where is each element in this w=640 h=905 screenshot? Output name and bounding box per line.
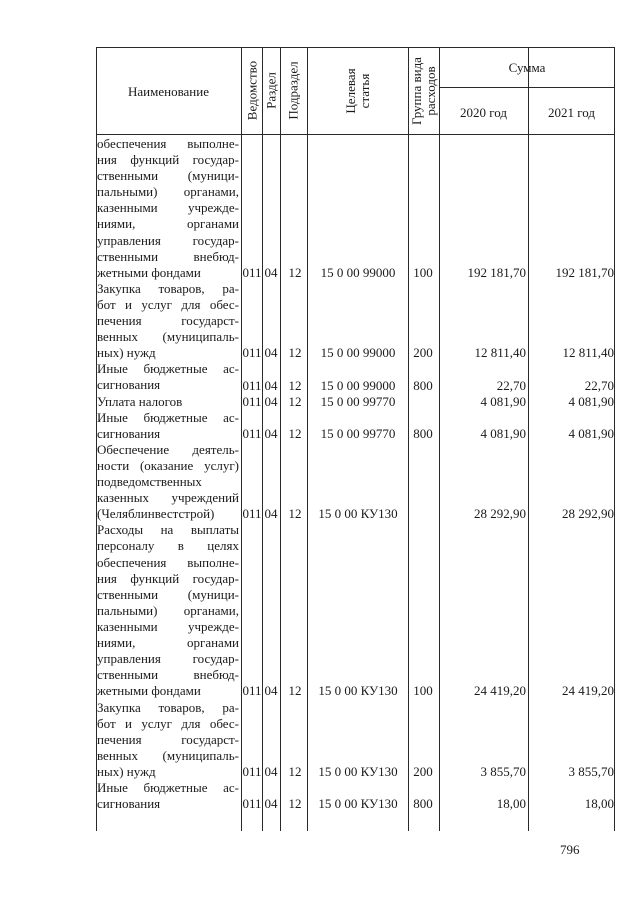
table-row <box>96 394 615 410</box>
table-row <box>96 780 615 812</box>
header-summa: Сумма <box>508 60 546 75</box>
cell-celevaya: 15 0 00 КУ130 <box>318 764 398 779</box>
name-line: Уплата налогов <box>97 393 183 409</box>
cell-name <box>97 410 239 442</box>
header-celevaya: Целевая статья <box>343 68 372 114</box>
name-line: бот и услуг для обес- <box>97 296 239 312</box>
cell-vedomstvo: 011 <box>242 506 262 522</box>
header-vedomstvo: Ведомство <box>244 60 260 121</box>
cell-gruppa: 200 <box>413 345 433 361</box>
cell-razdel: 04 <box>264 425 278 441</box>
cell-vedomstvo: 011 <box>242 764 262 779</box>
table-row <box>96 700 615 781</box>
cell-razdel: 04 <box>264 393 278 409</box>
cell-sum-2021: 18,00 <box>584 796 614 812</box>
cell-sum-2020: 4 081,90 <box>480 393 526 409</box>
cell-razdel: 04 <box>264 764 278 779</box>
table-border-top <box>96 47 615 48</box>
budget-table <box>96 47 615 831</box>
name-line: пальными) органами, <box>97 602 239 618</box>
name-line: Закупка товаров, ра- <box>97 280 239 296</box>
name-line: обеспечения выполне- <box>97 136 239 151</box>
header-podrazdel: Подраздел <box>285 61 301 120</box>
cell-podrazdel: 12 <box>288 425 302 441</box>
name-line: ственными (муници- <box>97 586 239 602</box>
name-line: ственными внебюд- <box>97 667 239 683</box>
name-line: ных) нужд <box>97 763 156 779</box>
cell-name <box>97 136 239 281</box>
cell-gruppa: 100 <box>413 264 433 280</box>
cell-sum-2020: 18,00 <box>496 796 526 812</box>
cell-celevaya: 15 0 00 КУ130 <box>318 683 398 699</box>
cell-razdel: 04 <box>264 345 278 361</box>
cell-podrazdel: 12 <box>288 764 302 779</box>
cell-sum-2021: 12 811,40 <box>562 345 614 361</box>
name-line: Иные бюджетные ас- <box>97 361 239 377</box>
name-line: ственными внебюд- <box>97 248 239 264</box>
cell-gruppa: 800 <box>413 796 433 812</box>
name-line: жетными фондами <box>97 683 201 699</box>
name-line: сигнования <box>97 377 161 393</box>
cell-name <box>97 700 239 780</box>
cell-podrazdel: 12 <box>288 264 302 280</box>
table-row <box>96 281 615 362</box>
name-line: сигнования <box>97 425 161 441</box>
name-line: обеспечения выполне- <box>97 554 239 570</box>
cell-sum-2021: 3 855,70 <box>568 764 614 779</box>
cell-sum-2021: 4 081,90 <box>568 425 614 441</box>
table-row <box>96 136 615 281</box>
cell-podrazdel: 12 <box>288 796 302 812</box>
cell-name <box>97 780 239 812</box>
cell-celevaya: 15 0 00 99770 <box>320 425 396 441</box>
cell-celevaya: 15 0 00 КУ130 <box>318 506 398 522</box>
name-line: казенных учреждений <box>97 490 239 506</box>
name-line: печения государст- <box>97 731 239 747</box>
name-line: ниями, органами <box>97 216 239 232</box>
name-line: Иные бюджетные ас- <box>97 409 239 425</box>
name-line: ных) нужд <box>97 345 156 361</box>
cell-name <box>97 522 239 699</box>
cell-podrazdel: 12 <box>288 506 302 522</box>
cell-razdel: 04 <box>264 683 278 699</box>
table-row <box>96 361 615 393</box>
header-gruppa: Группа вида расходов <box>409 57 438 125</box>
cell-celevaya: 15 0 00 99000 <box>320 377 396 393</box>
cell-celevaya: 15 0 00 99770 <box>320 393 396 409</box>
cell-sum-2020: 22,70 <box>496 377 526 393</box>
cell-podrazdel: 12 <box>288 683 302 699</box>
name-line: управления государ- <box>97 651 239 667</box>
cell-vedomstvo: 011 <box>242 393 262 409</box>
cell-name <box>97 361 239 393</box>
table-row <box>96 410 615 442</box>
cell-razdel: 04 <box>264 796 278 812</box>
name-line: бот и услуг для обес- <box>97 715 239 731</box>
name-line: ственными (муници- <box>97 168 239 184</box>
cell-gruppa: 200 <box>413 764 433 779</box>
name-line: пальными) органами, <box>97 184 239 200</box>
name-line: венных (муниципаль- <box>97 747 239 763</box>
cell-sum-2020: 12 811,40 <box>474 345 526 361</box>
name-line: венных (муниципаль- <box>97 329 239 345</box>
cell-vedomstvo: 011 <box>242 796 262 812</box>
cell-vedomstvo: 011 <box>242 345 262 361</box>
name-line: подведомственных <box>97 474 202 490</box>
cell-sum-2020: 3 855,70 <box>480 764 526 779</box>
name-line: ния функций государ- <box>97 152 239 168</box>
header-divider <box>439 87 615 88</box>
header-year-2021: 2021 год <box>548 105 595 120</box>
cell-vedomstvo: 011 <box>242 264 262 280</box>
cell-name <box>97 394 239 410</box>
name-line: ности (оказание услуг) <box>97 457 239 473</box>
cell-razdel: 04 <box>264 264 278 280</box>
cell-gruppa: 800 <box>413 377 433 393</box>
cell-gruppa: 800 <box>413 425 433 441</box>
header-name: Наименование <box>128 84 209 99</box>
name-line: ния функций государ- <box>97 570 239 586</box>
cell-razdel: 04 <box>264 377 278 393</box>
name-line: Обеспечение деятель- <box>97 441 239 457</box>
cell-sum-2021: 192 181,70 <box>555 264 614 280</box>
page-number: 796 <box>560 842 580 857</box>
cell-name <box>97 281 239 361</box>
cell-sum-2020: 28 292,90 <box>474 506 526 522</box>
cell-sum-2021: 24 419,20 <box>562 683 614 699</box>
cell-razdel: 04 <box>264 506 278 522</box>
cell-sum-2020: 4 081,90 <box>480 425 526 441</box>
cell-podrazdel: 12 <box>288 393 302 409</box>
cell-podrazdel: 12 <box>288 345 302 361</box>
name-line: печения государст- <box>97 313 239 329</box>
cell-sum-2020: 24 419,20 <box>474 683 526 699</box>
name-line: персоналу в целях <box>97 538 239 554</box>
header-bottom-border <box>96 134 615 135</box>
name-line: Иные бюджетные ас- <box>97 780 239 795</box>
cell-podrazdel: 12 <box>288 377 302 393</box>
cell-celevaya: 15 0 00 99000 <box>320 264 396 280</box>
cell-sum-2021: 22,70 <box>584 377 614 393</box>
name-line: ниями, органами <box>97 635 239 651</box>
header-razdel: Раздел <box>263 72 279 109</box>
cell-name <box>97 442 239 522</box>
name-line: Закупка товаров, ра- <box>97 699 239 715</box>
cell-celevaya: 15 0 00 99000 <box>320 345 396 361</box>
header-year-2020: 2020 год <box>460 105 507 120</box>
table-row <box>96 522 615 699</box>
name-line: казенными учрежде- <box>97 200 239 216</box>
cell-gruppa: 100 <box>413 683 433 699</box>
table-row <box>96 442 615 523</box>
name-line: казенными учрежде- <box>97 618 239 634</box>
cell-sum-2021: 28 292,90 <box>562 506 614 522</box>
cell-sum-2021: 4 081,90 <box>568 393 614 409</box>
name-line: сигнования <box>97 796 161 812</box>
cell-vedomstvo: 011 <box>242 683 262 699</box>
cell-celevaya: 15 0 00 КУ130 <box>318 796 398 812</box>
cell-vedomstvo: 011 <box>242 425 262 441</box>
cell-sum-2020: 192 181,70 <box>467 264 526 280</box>
name-line: Расходы на выплаты <box>97 522 239 538</box>
name-line: жетными фондами <box>97 264 201 280</box>
name-line: (Челяблинвестстрой) <box>97 506 215 522</box>
cell-vedomstvo: 011 <box>242 377 262 393</box>
name-line: управления государ- <box>97 232 239 248</box>
